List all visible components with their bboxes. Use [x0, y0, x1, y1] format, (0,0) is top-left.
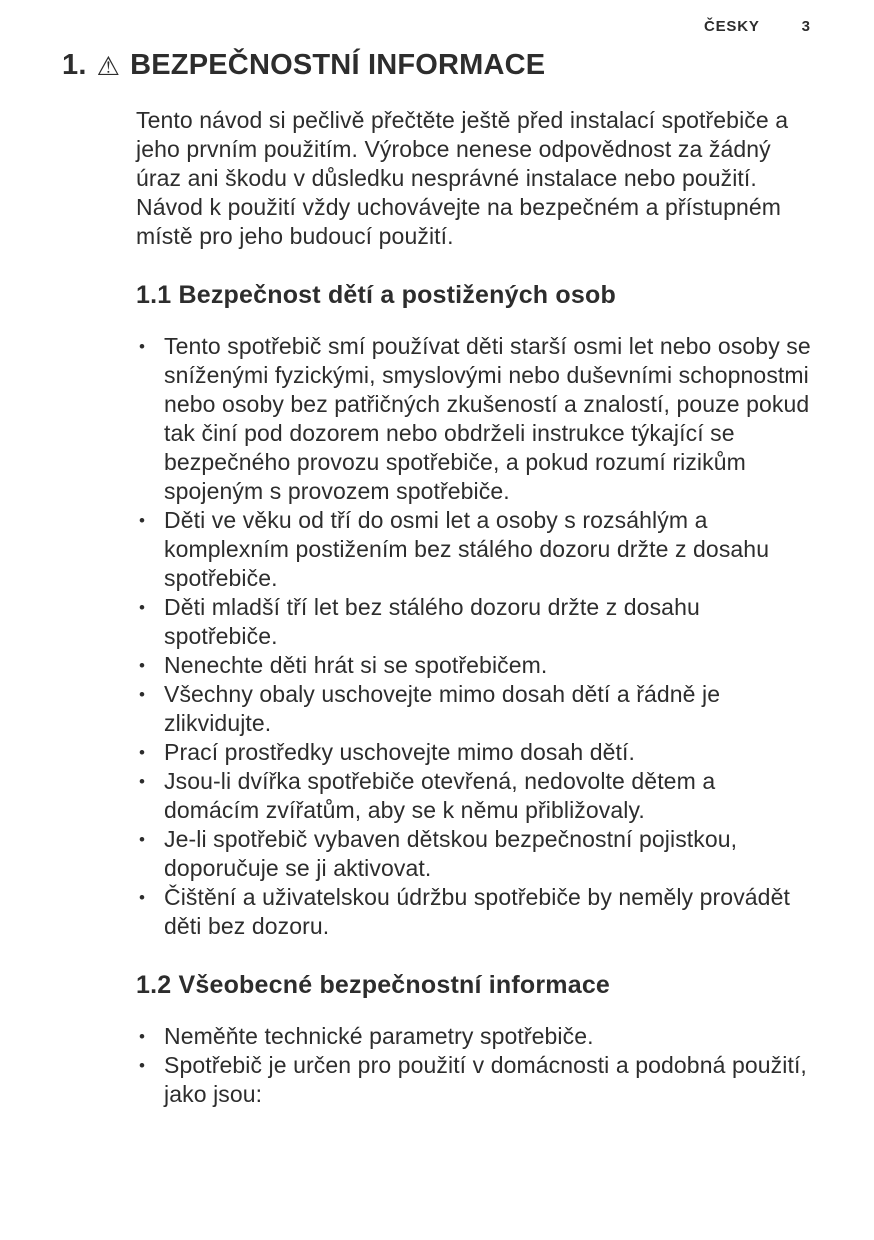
bullet-icon: •: [139, 1056, 146, 1075]
bullet-icon: •: [139, 830, 146, 849]
bullet-text: Prací prostředky uschovejte mimo dosah dětí.: [164, 739, 636, 765]
bullet-text: Je-li spotřebič vybaven dětskou bezpečnostní pojistkou, doporučuje se ji aktivovat.: [164, 826, 738, 881]
chapter-number: 1.: [62, 49, 87, 81]
bullet-text: Děti ve věku od tří do osmi let a osoby s rozsáhlým a komplexním postižením bez stálého dozoru držte z dosahu spotřebiče.: [164, 507, 770, 591]
section-heading-1-1: 1.1 Bezpečnost dětí a postižených osob: [136, 281, 616, 309]
bullet-icon: •: [139, 598, 146, 617]
bullet-icon: •: [139, 685, 146, 704]
page-header: [62, 18, 818, 35]
bullet-icon: •: [139, 743, 146, 762]
bullet-icon: •: [139, 656, 146, 675]
list-item: [136, 738, 816, 767]
bullet-icon: •: [139, 772, 146, 791]
intro-paragraph: Tento návod si pečlivě přečtěte ještě před instalací spotřebiče a jeho prvním použitím. Výrobce nenese odpovědnost za žádný úraz ani škodu v důsledku nesprávné instalace nebo použití. Návod k použití vždy uchovávejte na bezpečném a přístupném místě pro jeho budoucí použití.: [136, 107, 789, 249]
list-item: [136, 1022, 816, 1051]
bullet-list-1-1: [136, 332, 816, 941]
bullet-text: Spotřebič je určen pro použití v domácnosti a podobná použití, jako jsou:: [164, 1052, 807, 1107]
section-heading-1-2: 1.2 Všeobecné bezpečnostní informace: [136, 971, 611, 999]
bullet-icon: •: [139, 337, 146, 356]
bullet-list-1-2: [136, 1022, 816, 1109]
list-item: [136, 825, 816, 883]
bullet-text: Jsou-li dvířka spotřebiče otevřená, nedovolte dětem a domácím zvířatům, aby se k němu přibližovaly.: [164, 768, 716, 823]
list-item: [136, 883, 816, 941]
list-item: [136, 767, 816, 825]
list-item: [136, 332, 816, 506]
bullet-text: Nenechte děti hrát si se spotřebičem.: [164, 652, 548, 678]
bullet-text: Čištění a uživatelskou údržbu spotřebiče by neměly provádět děti bez dozoru.: [164, 884, 790, 939]
language-label: ČESKY: [703, 18, 760, 35]
bullet-text: Neměňte technické parametry spotřebiče.: [164, 1023, 594, 1049]
list-item: [136, 651, 816, 680]
list-item: [136, 680, 816, 738]
bullet-icon: •: [139, 511, 146, 530]
list-item: [136, 1051, 816, 1109]
warning-icon: ⚠: [96, 51, 121, 81]
page-number: 3: [801, 18, 810, 35]
bullet-icon: •: [139, 888, 146, 907]
list-item: [136, 506, 816, 593]
chapter-title: [62, 49, 818, 82]
bullet-text: Děti mladší tří let bez stálého dozoru držte z dosahu spotřebiče.: [164, 594, 700, 649]
bullet-text: Všechny obaly uschovejte mimo dosah dětí a řádně je zlikvidujte.: [164, 681, 721, 736]
bullet-text: Tento spotřebič smí používat děti starší osmi let nebo osoby se sníženými fyzickými, smyslovými nebo duševními schopnostmi nebo osoby bez patřičných zkušeností a znalostí, pouze pokud tak činí pod dozorem nebo obdrželi instrukce týkající se bezpečného provozu spotřebiče, a pokud rozumí rizikům spojeným s provozem spotřebiče.: [164, 333, 811, 504]
bullet-icon: •: [139, 1027, 146, 1046]
page-content: [136, 106, 818, 1109]
list-item: [136, 593, 816, 651]
chapter-title-text: BEZPEČNOSTNÍ INFORMACE: [130, 49, 546, 81]
